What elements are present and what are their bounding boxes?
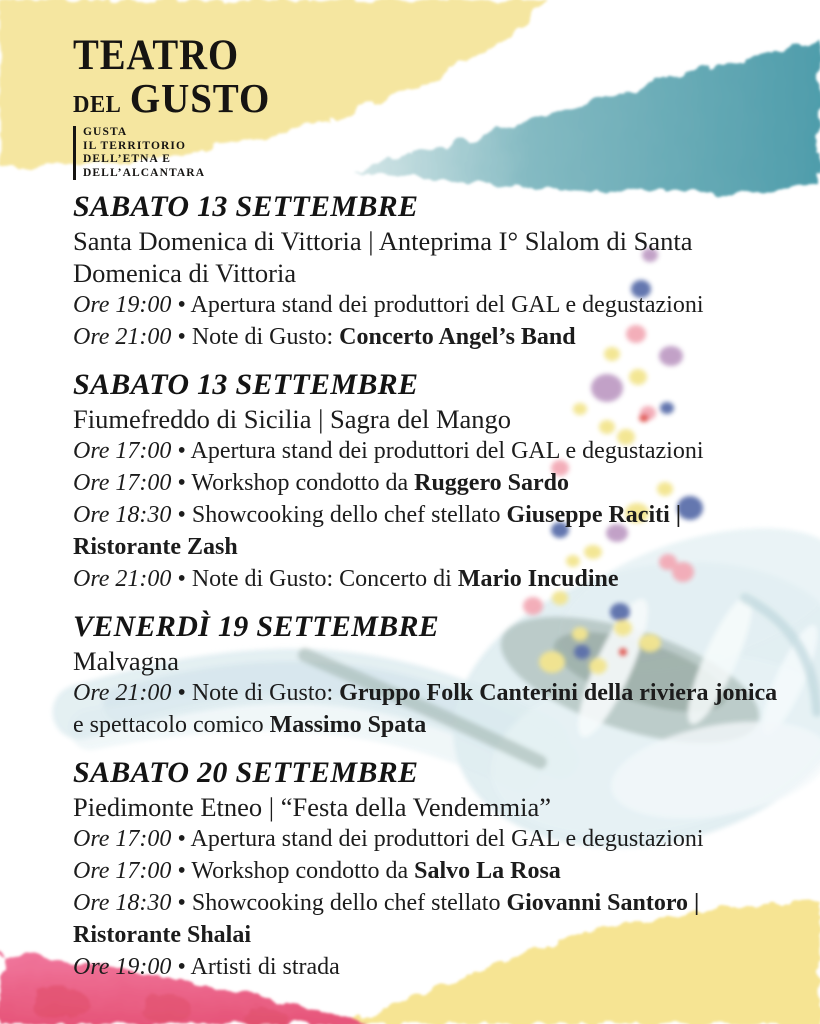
event-section-1 — [73, 189, 779, 353]
tagline-line: GUSTA — [83, 126, 128, 138]
bullet-separator: • — [171, 954, 191, 980]
event-time: Ore 21:00 — [73, 566, 172, 592]
event-text: e spettacolo comico — [73, 712, 270, 738]
event-text: Apertura stand dei produttori del GAL e degustazioni — [190, 292, 704, 318]
event-time: Ore 17:00 — [73, 858, 172, 884]
bullet-separator: • — [171, 438, 191, 464]
event-highlight: Mario Incudine — [457, 566, 619, 592]
logo-subtitle-gusto: GUSTO — [129, 75, 271, 121]
event-time: Ore 21:00 — [73, 680, 172, 706]
event-time: Ore 17:00 — [73, 438, 172, 464]
event-highlight: Salvo La Rosa — [414, 858, 561, 884]
event-section-4 — [73, 755, 779, 983]
bullet-separator: • — [171, 470, 192, 496]
event-time: Ore 18:30 — [73, 890, 172, 916]
event-time: Ore 18:30 — [73, 502, 172, 528]
bullet-separator: • — [171, 890, 192, 916]
bullet-separator: • — [171, 858, 192, 884]
event-highlight: Ruggero Sardo — [414, 470, 570, 496]
event-section-2 — [73, 367, 779, 595]
event-text: Artisti di strada — [190, 954, 340, 980]
event-highlight: Giuseppe Raciti | Ristorante Zash — [73, 502, 682, 560]
event-item — [73, 321, 779, 353]
event-highlight: Concerto Angel’s Band — [339, 324, 576, 350]
bullet-separator: • — [171, 502, 192, 528]
event-location: Piedimonte Etneo | “Festa della Vendemmia” — [73, 792, 552, 822]
event-item — [73, 951, 779, 983]
event-item — [73, 499, 779, 563]
event-text: Showcooking dello chef stellato — [191, 890, 507, 916]
event-item — [73, 435, 779, 467]
event-text: Workshop condotto da — [191, 470, 415, 496]
event-location: Malvagna — [73, 646, 179, 676]
logo-title: TEATRO — [73, 32, 239, 79]
tagline-line: DELL’ETNA E — [83, 153, 172, 165]
section-heading: VENERDÌ 19 SETTEMBRE — [73, 610, 440, 643]
event-location: Santa Domenica di Vittoria | Anteprima I° Slalom di Santa Domenica di Vittoria — [73, 226, 693, 288]
event-item — [73, 467, 779, 499]
event-highlight: Giovanni Santoro | Ristorante Shalai — [73, 890, 700, 948]
event-item — [73, 823, 779, 855]
event-time: Ore 21:00 — [73, 324, 172, 350]
tagline-line: IL TERRITORIO — [83, 139, 187, 152]
section-heading: SABATO 13 SETTEMBRE — [73, 368, 419, 401]
event-highlight: Gruppo Folk Canterini della riviera jonica — [339, 680, 778, 706]
event-item — [73, 289, 779, 321]
section-heading: SABATO 20 SETTEMBRE — [73, 756, 419, 789]
event-location: Fiumefreddo di Sicilia | Sagra del Mango — [73, 404, 512, 434]
bullet-separator: • — [171, 826, 191, 852]
event-time: Ore 17:00 — [73, 826, 172, 852]
logo — [73, 34, 281, 180]
event-text: Note di Gusto: Concerto di — [191, 566, 458, 592]
bullet-separator: • — [171, 566, 192, 592]
event-text: Note di Gusto: — [191, 324, 340, 350]
event-section-3 — [73, 609, 779, 741]
event-time: Ore 17:00 — [73, 470, 172, 496]
event-item — [73, 677, 779, 741]
logo-tagline — [73, 126, 281, 180]
event-item — [73, 563, 779, 595]
section-heading: SABATO 13 SETTEMBRE — [73, 190, 419, 223]
event-text: Showcooking dello chef stellato — [191, 502, 507, 528]
event-item — [73, 855, 779, 887]
event-time: Ore 19:00 — [73, 954, 172, 980]
event-item — [73, 887, 779, 951]
event-highlight: Massimo Spata — [269, 712, 427, 738]
logo-subtitle — [73, 75, 271, 121]
bullet-separator: • — [171, 324, 192, 350]
event-text: Note di Gusto: — [191, 680, 340, 706]
tagline-line: DELL’ALCANTARA — [83, 166, 206, 179]
bullet-separator: • — [171, 292, 191, 318]
logo-subtitle-del: DEL — [73, 92, 122, 118]
event-time: Ore 19:00 — [73, 292, 172, 318]
event-text: Apertura stand dei produttori del GAL e degustazioni — [190, 826, 704, 852]
event-program — [73, 189, 779, 983]
event-text: Workshop condotto da — [191, 858, 415, 884]
bullet-separator: • — [171, 680, 192, 706]
event-text: Apertura stand dei produttori del GAL e degustazioni — [190, 438, 704, 464]
